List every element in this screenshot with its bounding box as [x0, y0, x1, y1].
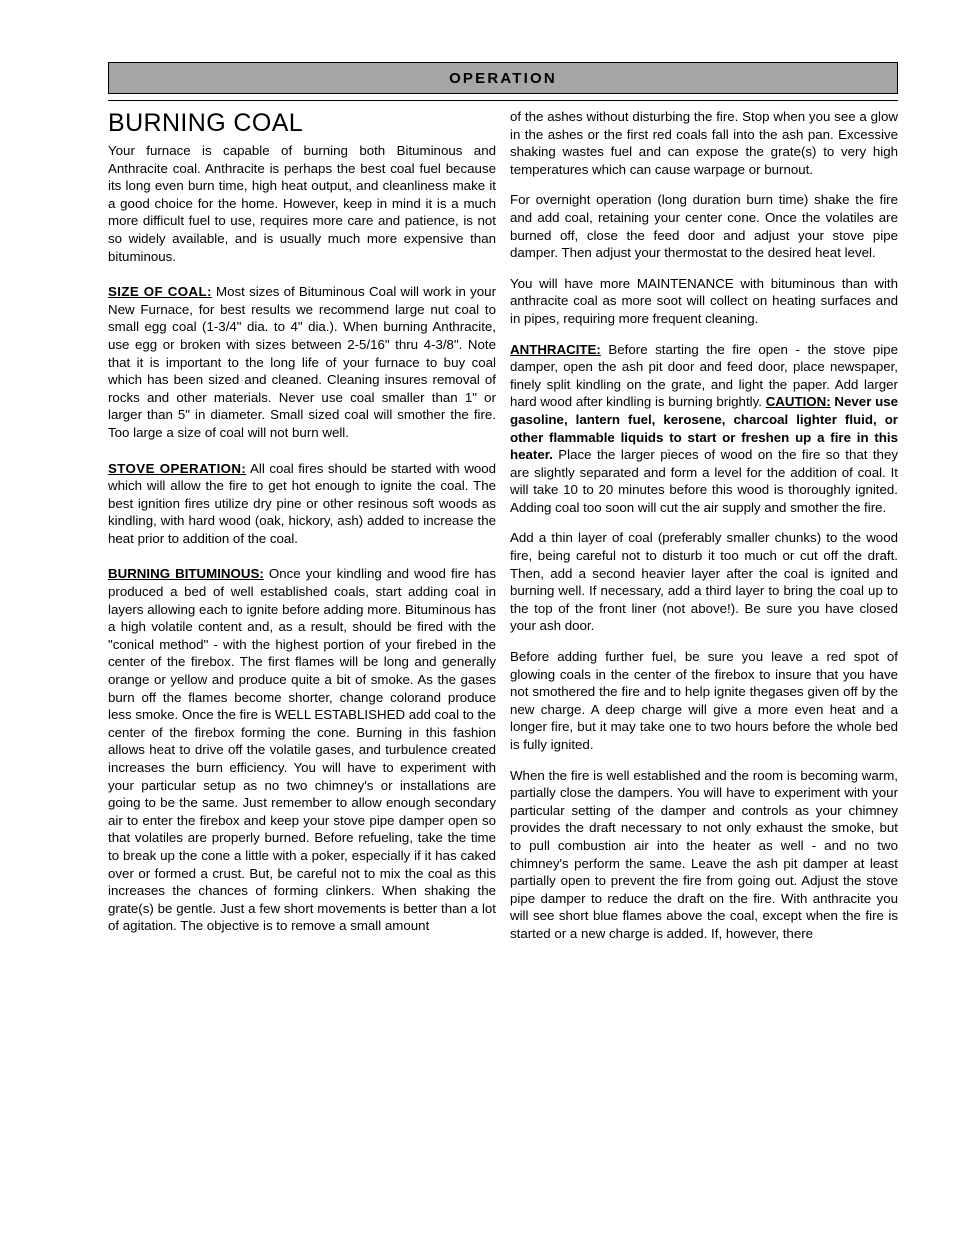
paragraph-size-of-coal [108, 283, 496, 441]
paragraph-maintenance [510, 275, 898, 328]
paragraph-ashes-continued [510, 108, 898, 178]
caution-text: Never use gasoline, lantern fuel, kerosene, charcoal lighter fluid, or other flammable liquids to start or freshen up a fire in this heater. [510, 394, 899, 463]
paragraph-thin-layer-text: Add a thin layer of coal (preferably smaller chunks) to the wood fire, being careful not to disturb it too much or cut off the draft. Then, add a second heavier layer after the coal is ignited and burning well. If necessary, add a third layer to bring the coal up to the top of the front liner (not above!). Be sure you have closed your ash door. [510, 530, 898, 634]
paragraph-intro-text: Your furnace is capable of burning both Bituminous and Anthracite coal. Anthracite is perhaps the best coal fuel because its long even burn time, high heat output, and cleanliness make it a good choice for the home. However, keep in mind it is a much more difficult fuel to use, requires more care and patience, is not so widely available, and is usually much more expensive than bituminous. [108, 143, 496, 264]
paragraph-burning-bituminous-text: Once your kindling and wood fire has produced a bed of well established coals, start adding coal in layers allowing each to ignite before adding more. Bituminous has a high volatile content and, as a result, should be fired with the "conical method" - with the highest portion of your firebed in the center of the firebox. The first flames will be long and generally orange or yellow and produce quite a bit of smoke. As the gases burn off the flames become shorter, change colorand produce less smoke. Once the fire is WELL ESTABLISHED add coal to the center of the firebox forming the cone. Burning in this fashion allows heat to drive off the volatile gases, and turbulence created increases the burn efficiency. You will have to experiment with your particular setup as no two chimney's or installations are going to be the same. Just remember to allow enough secondary air to enter the firebox and keep your stove pipe damper open so that volatiles are properly burned. Before refueling, take the time to break up the cone a little with a poker, especially if it has caked over or formed a crust. But, be careful not to mix the coal as this increases the chances of forming clinkers. When shaking the grate(s) be gentle. Just a few short movements is better than a lot of agitation. The objective is to remove a small amount [108, 566, 496, 934]
paragraph-intro [108, 142, 496, 265]
paragraph-ashes-continued-text: of the ashes without disturbing the fire. Stop when you see a glow in the ashes or the first red coals fall into the ash pan. Excessive shaking wastes fuel and can expose the grate(s) to very high temperatures which can cause warpage or burnout. [510, 109, 898, 177]
caution-label: CAUTION: [765, 394, 831, 410]
paragraph-stove-operation-text: All coal fires should be started with wood which will allow the fire to get hot enough to ignite the coal. The best ignition fires utilize dry pine or other resinous soft woods as kindling, with hard wood (oak, hickory, ash) added to increase the heat prior to addition of the coal. [108, 460, 497, 546]
heading-anthracite: ANTHRACITE: [510, 341, 601, 357]
heading-stove-operation: STOVE OPERATION: [108, 460, 247, 476]
paragraph-further-fuel [510, 648, 898, 754]
paragraph-maintenance-text: You will have more MAINTENANCE with bituminous than with anthracite coal as more soot will collect on heating surfaces and in pipes, requiring more frequent cleaning. [510, 275, 898, 326]
paragraph-anthracite-text-after: Place the larger pieces of wood on the fire so that they are slightly separated and form a level for the addition of coal. It will take 10 to 20 minutes before this wood is thoroughly ignited. Adding coal too soon will cut the air supply and smother the fire. [510, 447, 898, 515]
paragraph-further-fuel-text: Before adding further fuel, be sure you leave a red spot of glowing coals in the center of the firebox to insure that you have not smothered the fire and to help ignite thegases given off by the new charge. A deep charge will give a more even heat and a longer fire, but it may take one to two hours before the whole bed is fully ignited. [510, 649, 898, 752]
paragraph-stove-operation [108, 460, 496, 548]
paragraph-anthracite-text: Before starting the fire open - the stove pipe damper, open the ash pit door and feed door, place newspaper, finely split kindling on the grate, and light the paper. Add larger hard wood after kindling is burning brightly. [510, 341, 898, 410]
paragraph-well-established [510, 767, 898, 943]
header-divider-rule [108, 100, 898, 101]
paragraph-well-established-text: When the fire is well established and the room is becoming warm, partially close the dampers. You will have to experiment with your particular setting of the damper and controls as your chimney provides the draft necessary to not only exhaust the smoke, but to pull combustion air into the heater as well - and no two chimney's perform the same. Leave the ash pit damper at least partially open to prevent the fire from going out. Adjust the stove pipe damper to reduce the draft on the fire. With anthracite you will see short blue flames above the coal, except when the fire is started or a new charge is added. If, however, there [510, 767, 898, 941]
paragraph-anthracite [510, 341, 898, 517]
paragraph-overnight-operation [510, 191, 898, 261]
right-column [510, 108, 898, 943]
paragraph-thin-layer [510, 529, 898, 635]
left-column [108, 108, 496, 935]
heading-burning-bituminous: BURNING BITUMINOUS: [108, 566, 264, 582]
section-header-band [108, 62, 898, 94]
paragraph-overnight-operation-text: For overnight operation (long duration burn time) shake the fire and add coal, retaining your center cone. Once the volatiles are burned off, close the feed door and adjust your stove pipe damper. Then adjust your thermostat to the desired heat level. [510, 192, 898, 261]
page-title: BURNING COAL [108, 109, 304, 137]
heading-size-of-coal: SIZE OF COAL: [108, 284, 212, 300]
paragraph-size-of-coal-text: Most sizes of Bituminous Coal will work in your New Furnace, for best results we recommend large nut coal to small egg coal (1-3/4" dia. to 4" dia.). When burning Anthracite, use egg or broken with sizes between 2-5/16" thru 4-3/8". Note that it is important to the long life of your furnace to buy coal which has been sized and cleaned. Cleaning insures removal of rocks and other materials. Never use coal smaller than 1" or larger than 5" in diameter. Small sized coal will smother the fire. Too large a size of coal will not burn well. [108, 284, 496, 440]
paragraph-burning-bituminous [108, 565, 496, 934]
section-header-title: OPERATION [449, 70, 557, 87]
